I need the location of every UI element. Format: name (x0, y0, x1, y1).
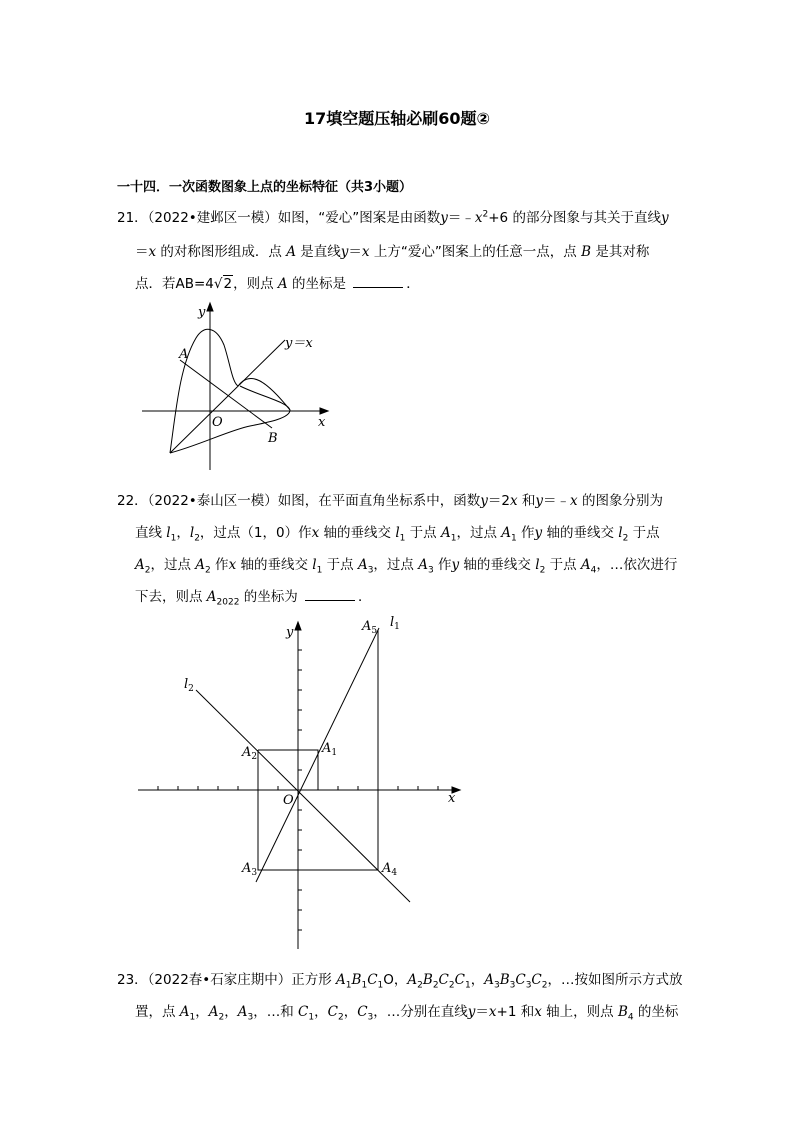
x-axis-arrow (320, 408, 328, 414)
q21-line-1: 21．（2022•建邺区一模）如图，“爱心”图案是由函数$y=﹣x^2+6$ 的部分图象与其关于直线y (117, 209, 669, 226)
section-heading: 一十四．一次函数图象上点的坐标特征（共3小题） (117, 180, 413, 195)
q22-a3-label: $A_3$ (242, 861, 258, 878)
q21-x-label: x (318, 415, 326, 430)
q21-line-2: ＝x 的对称图形组成．点 A 是直线y＝x 上方“爱心”图案上的任意一点，点 B 是其对称 (135, 244, 650, 260)
q22-line-4: 下去，则点 $A_{2022}$ 的坐标为 ． (135, 589, 372, 608)
answer-blank (305, 588, 355, 601)
q22-l2-label: $l_2$ (184, 677, 194, 694)
q21-origin-label: O (212, 415, 223, 430)
q22-a2-label: $A_2$ (242, 745, 258, 762)
q22-origin-label: O (283, 793, 294, 808)
q22-l1-label: $l_1$ (390, 615, 400, 632)
y-axis-arrow (295, 622, 301, 630)
q22-line-1: 22．（2022•泰山区一模）如图，在平面直角坐标系中，函数y＝2x 和y＝﹣x 的图象分别为 (117, 493, 663, 509)
q22-line-2: 直线 $l_1$，$l_2$，过点（1，0）作x 轴的垂线交 $l_1$ 于点 $A_1$，过点 $A_1$ 作y 轴的垂线交 $l_2$ 于点 (135, 525, 660, 544)
q23-line-2: 置，点 $A_1$，$A_2$，$A_3$，…和 $C_1$，$C_2$，$C_3$，…分别在直线y＝x+1 和x 轴上，则点 $B_4$ 的坐标 (135, 1004, 679, 1023)
q22-a4-label: $A_4$ (382, 861, 398, 878)
q22-a1-label: $A_1$ (322, 741, 338, 758)
q22-figure (138, 612, 468, 957)
page-title: 17填空题压轴必刷60题② (303, 109, 491, 128)
path-a1-a2 (258, 750, 318, 790)
q21-point-a-label: A (179, 347, 189, 362)
q21-line-3: 点．若AB=4√2，则点 A 的坐标是 ． (135, 276, 420, 292)
q21-y-label: y (198, 305, 206, 320)
q22-a5-label: $A_5$ (362, 619, 378, 636)
answer-blank (353, 275, 403, 288)
q21-line-label: y＝x (285, 336, 313, 351)
q23-line-1: 23．（2022春•石家庄期中）正方形 $A_1B_1C_1O$，$A_2B_2C_2C_1$，$A_3B_3C_3C_2$，…按如图所示方式放 (117, 972, 683, 991)
y-axis-arrow (207, 303, 213, 311)
q22-line-3: $A_2$，过点 $A_2$ 作x 轴的垂线交 $l_1$ 于点 $A_3$，过点 $A_3$ 作y 轴的垂线交 $l_2$ 于点 $A_4$，…依次进行 (135, 557, 678, 576)
q21-point-b-label: B (268, 431, 278, 446)
q21-figure (140, 300, 340, 475)
q22-x-label: x (448, 791, 456, 806)
q22-y-label: y (286, 625, 294, 640)
